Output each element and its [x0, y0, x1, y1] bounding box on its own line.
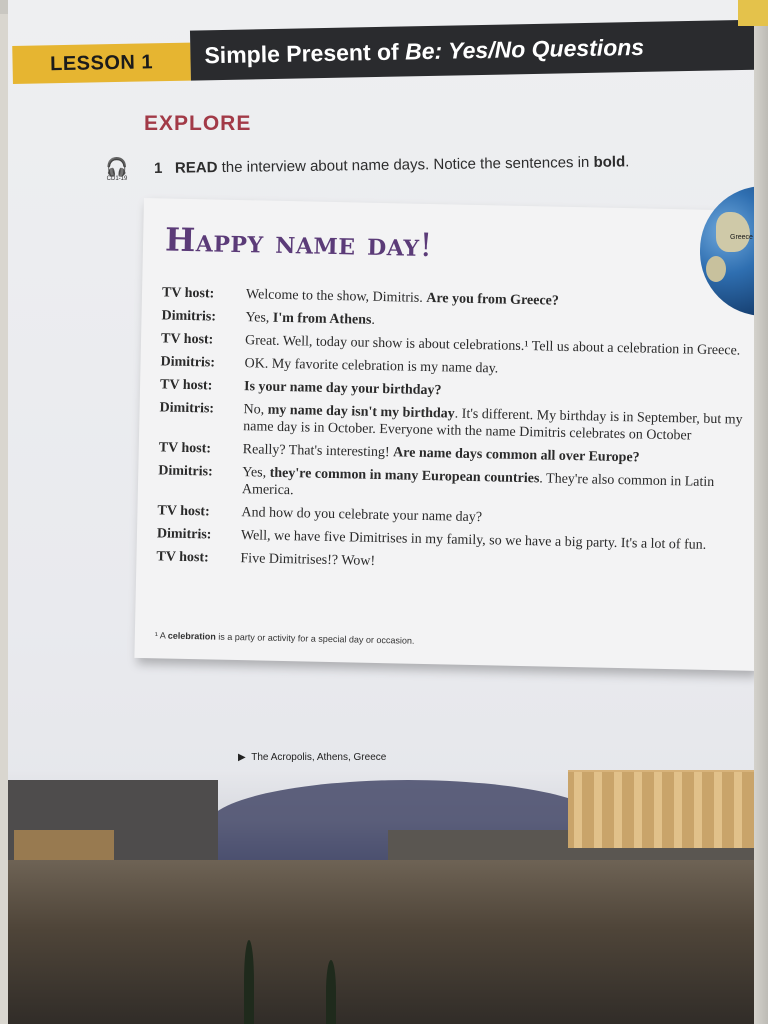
photo-caption-text: The Acropolis, Athens, Greece [251, 752, 387, 763]
speech-plain: Welcome to the show, Dimitris. [245, 287, 427, 306]
speaker-label: Dimitris: [159, 400, 215, 417]
exercise-text: the interview about name days. Notice the sentences in [217, 153, 594, 177]
speaker-label: Dimitris: [156, 526, 212, 543]
parthenon-column [654, 772, 662, 848]
speaker-label: TV host: [161, 285, 215, 302]
speech-plain: And how do you celebrate your name day? [241, 505, 483, 526]
speaker-label: TV host: [159, 377, 213, 394]
page-right-edge [754, 0, 768, 1024]
speech-plain: Yes, [242, 465, 270, 481]
speech-bold: I'm from Athens [272, 310, 372, 328]
speaker-label: TV host: [160, 331, 214, 348]
audio-track-label: CD1-19 [106, 176, 128, 182]
speech-plain: Yes, [245, 310, 274, 326]
headphones-icon: 🎧 [105, 157, 129, 177]
globe-land [706, 256, 726, 282]
speech-plain: Really? That's interesting! [242, 442, 394, 461]
page-tab [738, 0, 768, 26]
lesson-number-badge [12, 43, 191, 84]
lesson-number: LESSON 1 [49, 50, 154, 75]
parthenon-column [694, 772, 702, 848]
speaker-label: TV host: [157, 503, 210, 520]
speech-text [242, 464, 759, 509]
speech-bold: Is your name day your birthday? [243, 379, 442, 399]
speaker-label: Dimitris: [161, 308, 217, 325]
speech-plain: OK. My favorite celebration is my name day. [244, 356, 499, 377]
exercise-end: . [625, 153, 630, 171]
audio-track [104, 158, 130, 182]
exercise-number: 1 [154, 159, 163, 177]
reading-title-text: Happy name day [164, 220, 420, 264]
section-heading: EXPLORE [144, 112, 252, 135]
dialogue-line [159, 399, 760, 446]
reading-title-mark: ! [419, 225, 434, 265]
speech-plain: Great. Well, today our show is about celebrations.¹ Tell us about a celebration in Greece. [244, 333, 741, 359]
speaker-label: TV host: [156, 549, 209, 566]
speech-bold: my name day isn't my birthday [267, 402, 455, 422]
lesson-banner [12, 20, 755, 84]
speech-bold: they're common in many European countries [269, 465, 540, 487]
speech-plain: No, [243, 402, 268, 418]
speech-plain: . It's different. My birthday is in September, but my name day is in October. Everyone with the name Dimitris celebrates on October [243, 406, 743, 444]
acropolis-photo [8, 770, 760, 1024]
parthenon [568, 770, 760, 848]
dialogue-line [158, 462, 759, 509]
globe-label: Greece [730, 234, 753, 241]
globe-land [716, 212, 750, 252]
speaker-label: Dimitris: [160, 354, 216, 371]
lesson-title-plain: Simple Present of [204, 37, 406, 68]
parthenon-column [734, 772, 742, 848]
reading-title [165, 220, 434, 264]
photo-rock [8, 860, 760, 1024]
footnote-term: celebration [167, 630, 216, 642]
parthenon-column [674, 772, 682, 848]
footnote [155, 630, 415, 645]
reading-card [134, 198, 760, 671]
lesson-title-italic: Be: Yes/No Questions [404, 33, 645, 64]
speech-bold: Are name days common all over Europe? [392, 445, 640, 466]
speech-plain: Well, we have five Dimitrises in my family, so we have a big party. It's a lot of fun. [240, 528, 707, 553]
exercise-bold-word: bold [593, 153, 626, 171]
footnote-mark: ¹ A [154, 630, 168, 641]
speech-text [240, 550, 756, 578]
speech-plain: Five Dimitrises!? Wow! [240, 551, 376, 569]
footnote-text: is a party or activity for a special day or occasion. [215, 631, 415, 646]
textbook-page [8, 0, 760, 1024]
photo-tree [326, 960, 336, 1024]
exercise-verb: READ [174, 159, 218, 177]
lesson-title-bar [190, 20, 755, 81]
parthenon-column [714, 772, 722, 848]
interview-dialogue [156, 284, 760, 584]
parthenon-column [634, 772, 642, 848]
parthenon-column [574, 772, 582, 848]
photo-tree [244, 940, 254, 1024]
photo-caption: ▶ The Acropolis, Athens, Greece [238, 752, 387, 763]
exercise-instruction [154, 153, 629, 177]
parthenon-column [594, 772, 602, 848]
speech-text [243, 401, 760, 446]
speech-plain: . They're also common in Latin America. [241, 471, 715, 499]
speech-bold: Are you from Greece? [426, 290, 559, 309]
speaker-label: Dimitris: [158, 463, 213, 480]
lesson-title [204, 33, 644, 68]
speech-plain: . [371, 312, 376, 328]
parthenon-column [614, 772, 622, 848]
speaker-label: TV host: [158, 440, 212, 457]
